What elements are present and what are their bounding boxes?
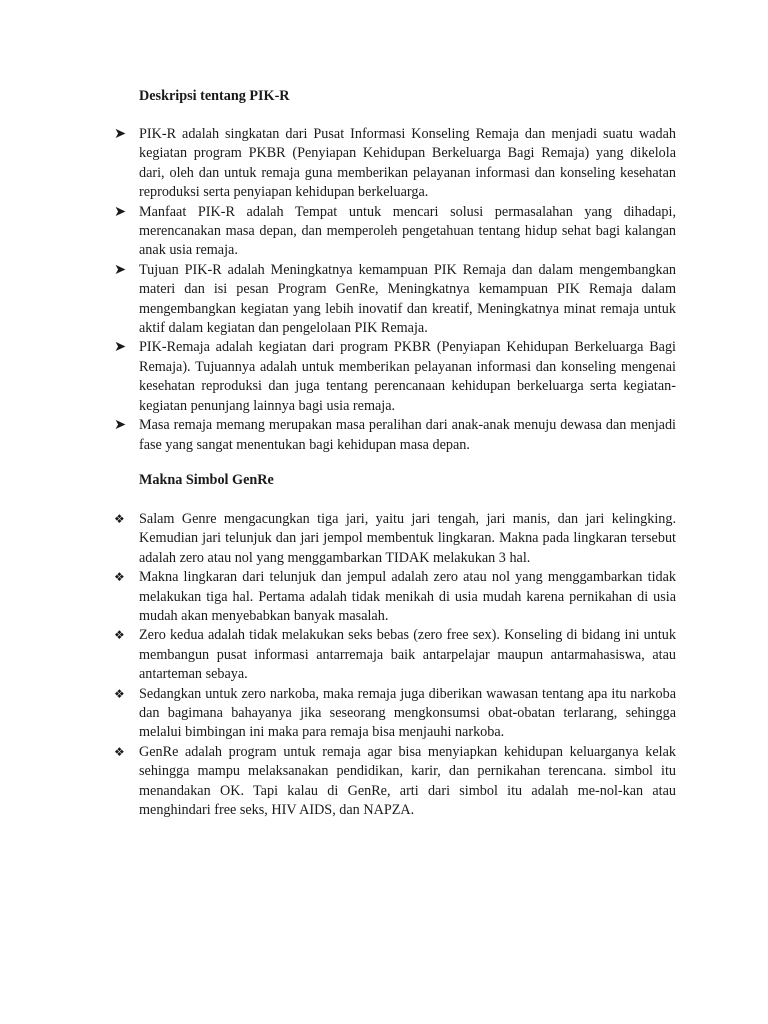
arrow-bullet-icon: ➤	[114, 126, 127, 142]
list-item	[114, 626, 676, 684]
list-item	[114, 416, 676, 455]
arrow-bullet-icon: ➤	[114, 203, 127, 220]
list-item	[114, 568, 676, 626]
diamond-bullet-icon: ❖	[114, 512, 125, 526]
list-item	[114, 743, 676, 821]
list-item-text: Zero kedua adalah tidak melakukan seks bebas (zero free sex). Konseling di bidang ini untuk membangun pusat informasi antarremaja baik antarpelajar maupun antarmahasiswa, atau antarteman sebaya.	[139, 627, 676, 683]
genre-bullet-list	[114, 510, 676, 821]
diamond-bullet-icon: ❖	[114, 570, 125, 585]
list-item	[114, 203, 676, 261]
list-item	[114, 685, 676, 743]
list-item	[114, 125, 676, 203]
list-item	[114, 338, 676, 416]
arrow-bullet-icon: ➤	[114, 417, 127, 434]
section-heading-deskripsi: Deskripsi tentang PIK-R	[139, 88, 290, 104]
section-heading-makna-simbol: Makna Simbol GenRe	[139, 472, 274, 488]
list-item-text: Makna lingkaran dari telunjuk dan jempul adalah zero atau nol yang menggambarkan tidak melakukan tiga hal. Pertama adalah tidak menikah di usia mudah karena pernikahan di usia mudah akan menyebabkan banyak masalah.	[139, 569, 676, 625]
list-item-text: GenRe adalah program untuk remaja agar bisa menyiapkan kehidupan keluarganya kelak sehingga mampu melaksanakan pendidikan, karir, dan pernikahan terencana. simbol itu menandakan OK. Tapi kalau di GenRe, arti dari simbol itu adalah me-nol-kan atau menghindari free seks, HIV AIDS, dan NAPZA.	[139, 743, 676, 819]
list-item-text: PIK-R adalah singkatan dari Pusat Informasi Konseling Remaja dan menjadi suatu wadah kegiatan program PKBR (Penyiapan Kehidupan Berkeluarga Bagi Remaja) yang dikelola dari, oleh dan untuk remaja guna memberikan pelayanan informasi dan konseling kesehatan reproduksi serta penyiapan kehidupan berkeluarga.	[139, 126, 676, 201]
list-item-text: Tujuan PIK-R adalah Meningkatnya kemampuan PIK Remaja dan dalam mengembangkan materi dan isi pesan Program GenRe, Meningkatnya kemampuan PIK Remaja dalam mengembangkan kegiatan yang lebih inovatif dan kreatif, Meningkatnya minat remaja untuk aktif dalam kegiatan dan pengelolaan PIK Remaja.	[139, 261, 676, 337]
arrow-bullet-icon: ➤	[114, 261, 127, 278]
list-item	[114, 510, 676, 568]
list-item-text: Manfaat PIK-R adalah Tempat untuk mencari solusi permasalahan yang dihadapi, merencanakan masa depan, dan memperoleh pengetahuan tentang hidup sehat bagi kalangan anak usia remaja.	[139, 203, 676, 259]
diamond-bullet-icon: ❖	[114, 744, 125, 759]
pikr-bullet-list	[114, 125, 676, 455]
list-item	[114, 261, 676, 339]
list-item-text: Salam Genre mengacungkan tiga jari, yaitu jari tengah, jari manis, dan jari kelingking. Kemudian jari telunjuk dan jari jempol membentuk lingkaran. Makna pada lingkaran tersebut adalah zero atau nol yang menggambarkan TIDAK melakukan 3 hal.	[139, 511, 676, 566]
diamond-bullet-icon: ❖	[114, 686, 125, 701]
list-item-text: Sedangkan untuk zero narkoba, maka remaja juga diberikan wawasan tentang apa itu narkoba dan bagimana bahayanya jika seseorang mengkonsumsi obat-obatan terlarang, sehingga melalui bimbingan ini maka para remaja bisa menjauhi narkoba.	[139, 685, 676, 741]
arrow-bullet-icon: ➤	[114, 339, 127, 356]
list-item-text: Masa remaja memang merupakan masa peralihan dari anak-anak menuju dewasa dan menjadi fase yang sangat menentukan bagi kehidupan masa depan.	[139, 417, 676, 453]
diamond-bullet-icon: ❖	[114, 628, 125, 643]
list-item-text: PIK-Remaja adalah kegiatan dari program PKBR (Penyiapan Kehidupan Berkeluarga Bagi Remaja). Tujuannya adalah untuk memberikan pelayanan informasi dan konseling mengenai kesehatan reproduksi dan juga tentang perencanaan kehidupan berkeluarga serta kegiatan-kegiatan penunjang lainnya bagi usia remaja.	[139, 339, 676, 414]
